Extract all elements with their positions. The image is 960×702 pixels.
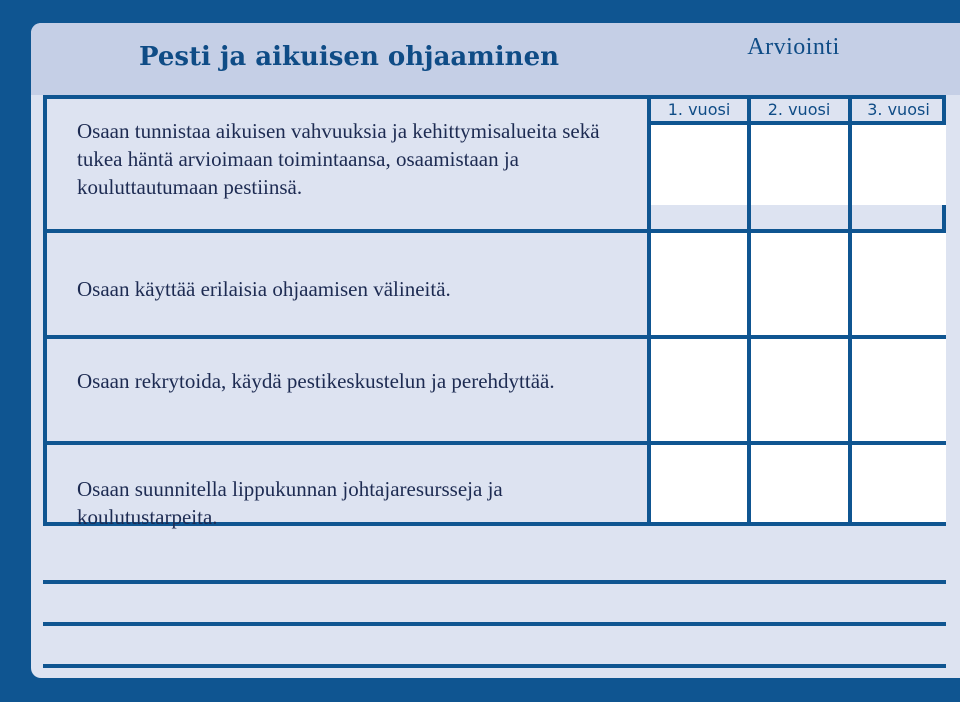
year-2-header: 2. vuosi: [767, 100, 831, 119]
column-divider: [647, 99, 651, 522]
row-3-year-2-checkbox[interactable]: [751, 339, 848, 441]
row-1-text: Osaan tunnistaa aikuisen vahvuuksia ja kehittymisalueita sekä tukea häntä arvioimaan toimintaansa, osaamistaan ja kouluttautumaan pestiinsä.: [77, 119, 600, 199]
notes-line[interactable]: [43, 664, 946, 668]
page-title: Pesti ja aikuisen ohjaaminen: [139, 42, 560, 72]
row-2-year-2-checkbox[interactable]: [751, 233, 848, 335]
year-3-header: 3. vuosi: [867, 100, 930, 119]
column-divider: [747, 99, 751, 522]
notes-line[interactable]: [43, 622, 946, 626]
assessment-heading: Arviointi: [747, 34, 840, 60]
assessment-card: [31, 23, 960, 678]
row-divider: [47, 441, 942, 445]
row-4-year-3-checkbox[interactable]: [852, 445, 946, 522]
row-2-year-3-checkbox[interactable]: [852, 233, 946, 335]
row-4-text: Osaan suunnitella lippukunnan johtajaresursseja ja koulutustarpeita.: [77, 477, 503, 529]
assessment-table: [43, 95, 946, 529]
notes-line[interactable]: [43, 580, 946, 584]
column-divider: [848, 99, 852, 522]
row-1-year-3-checkbox[interactable]: [852, 125, 946, 205]
row-3-year-3-checkbox[interactable]: [852, 339, 946, 441]
row-divider: [47, 335, 942, 339]
row-1-year-1-checkbox[interactable]: [651, 125, 747, 205]
row-3-text: Osaan rekrytoida, käydä pestikeskustelun ja perehdyttää.: [77, 369, 555, 393]
row-4-year-1-checkbox[interactable]: [651, 445, 747, 522]
year-1-header: 1. vuosi: [667, 100, 731, 119]
header-divider: [647, 121, 942, 125]
row-3-year-1-checkbox[interactable]: [651, 339, 747, 441]
row-1-year-2-checkbox[interactable]: [751, 125, 848, 205]
row-2-text: Osaan käyttää erilaisia ohjaamisen välineitä.: [77, 277, 451, 301]
row-4-year-2-checkbox[interactable]: [751, 445, 848, 522]
row-2-year-1-checkbox[interactable]: [651, 233, 747, 335]
row-divider: [47, 229, 942, 233]
